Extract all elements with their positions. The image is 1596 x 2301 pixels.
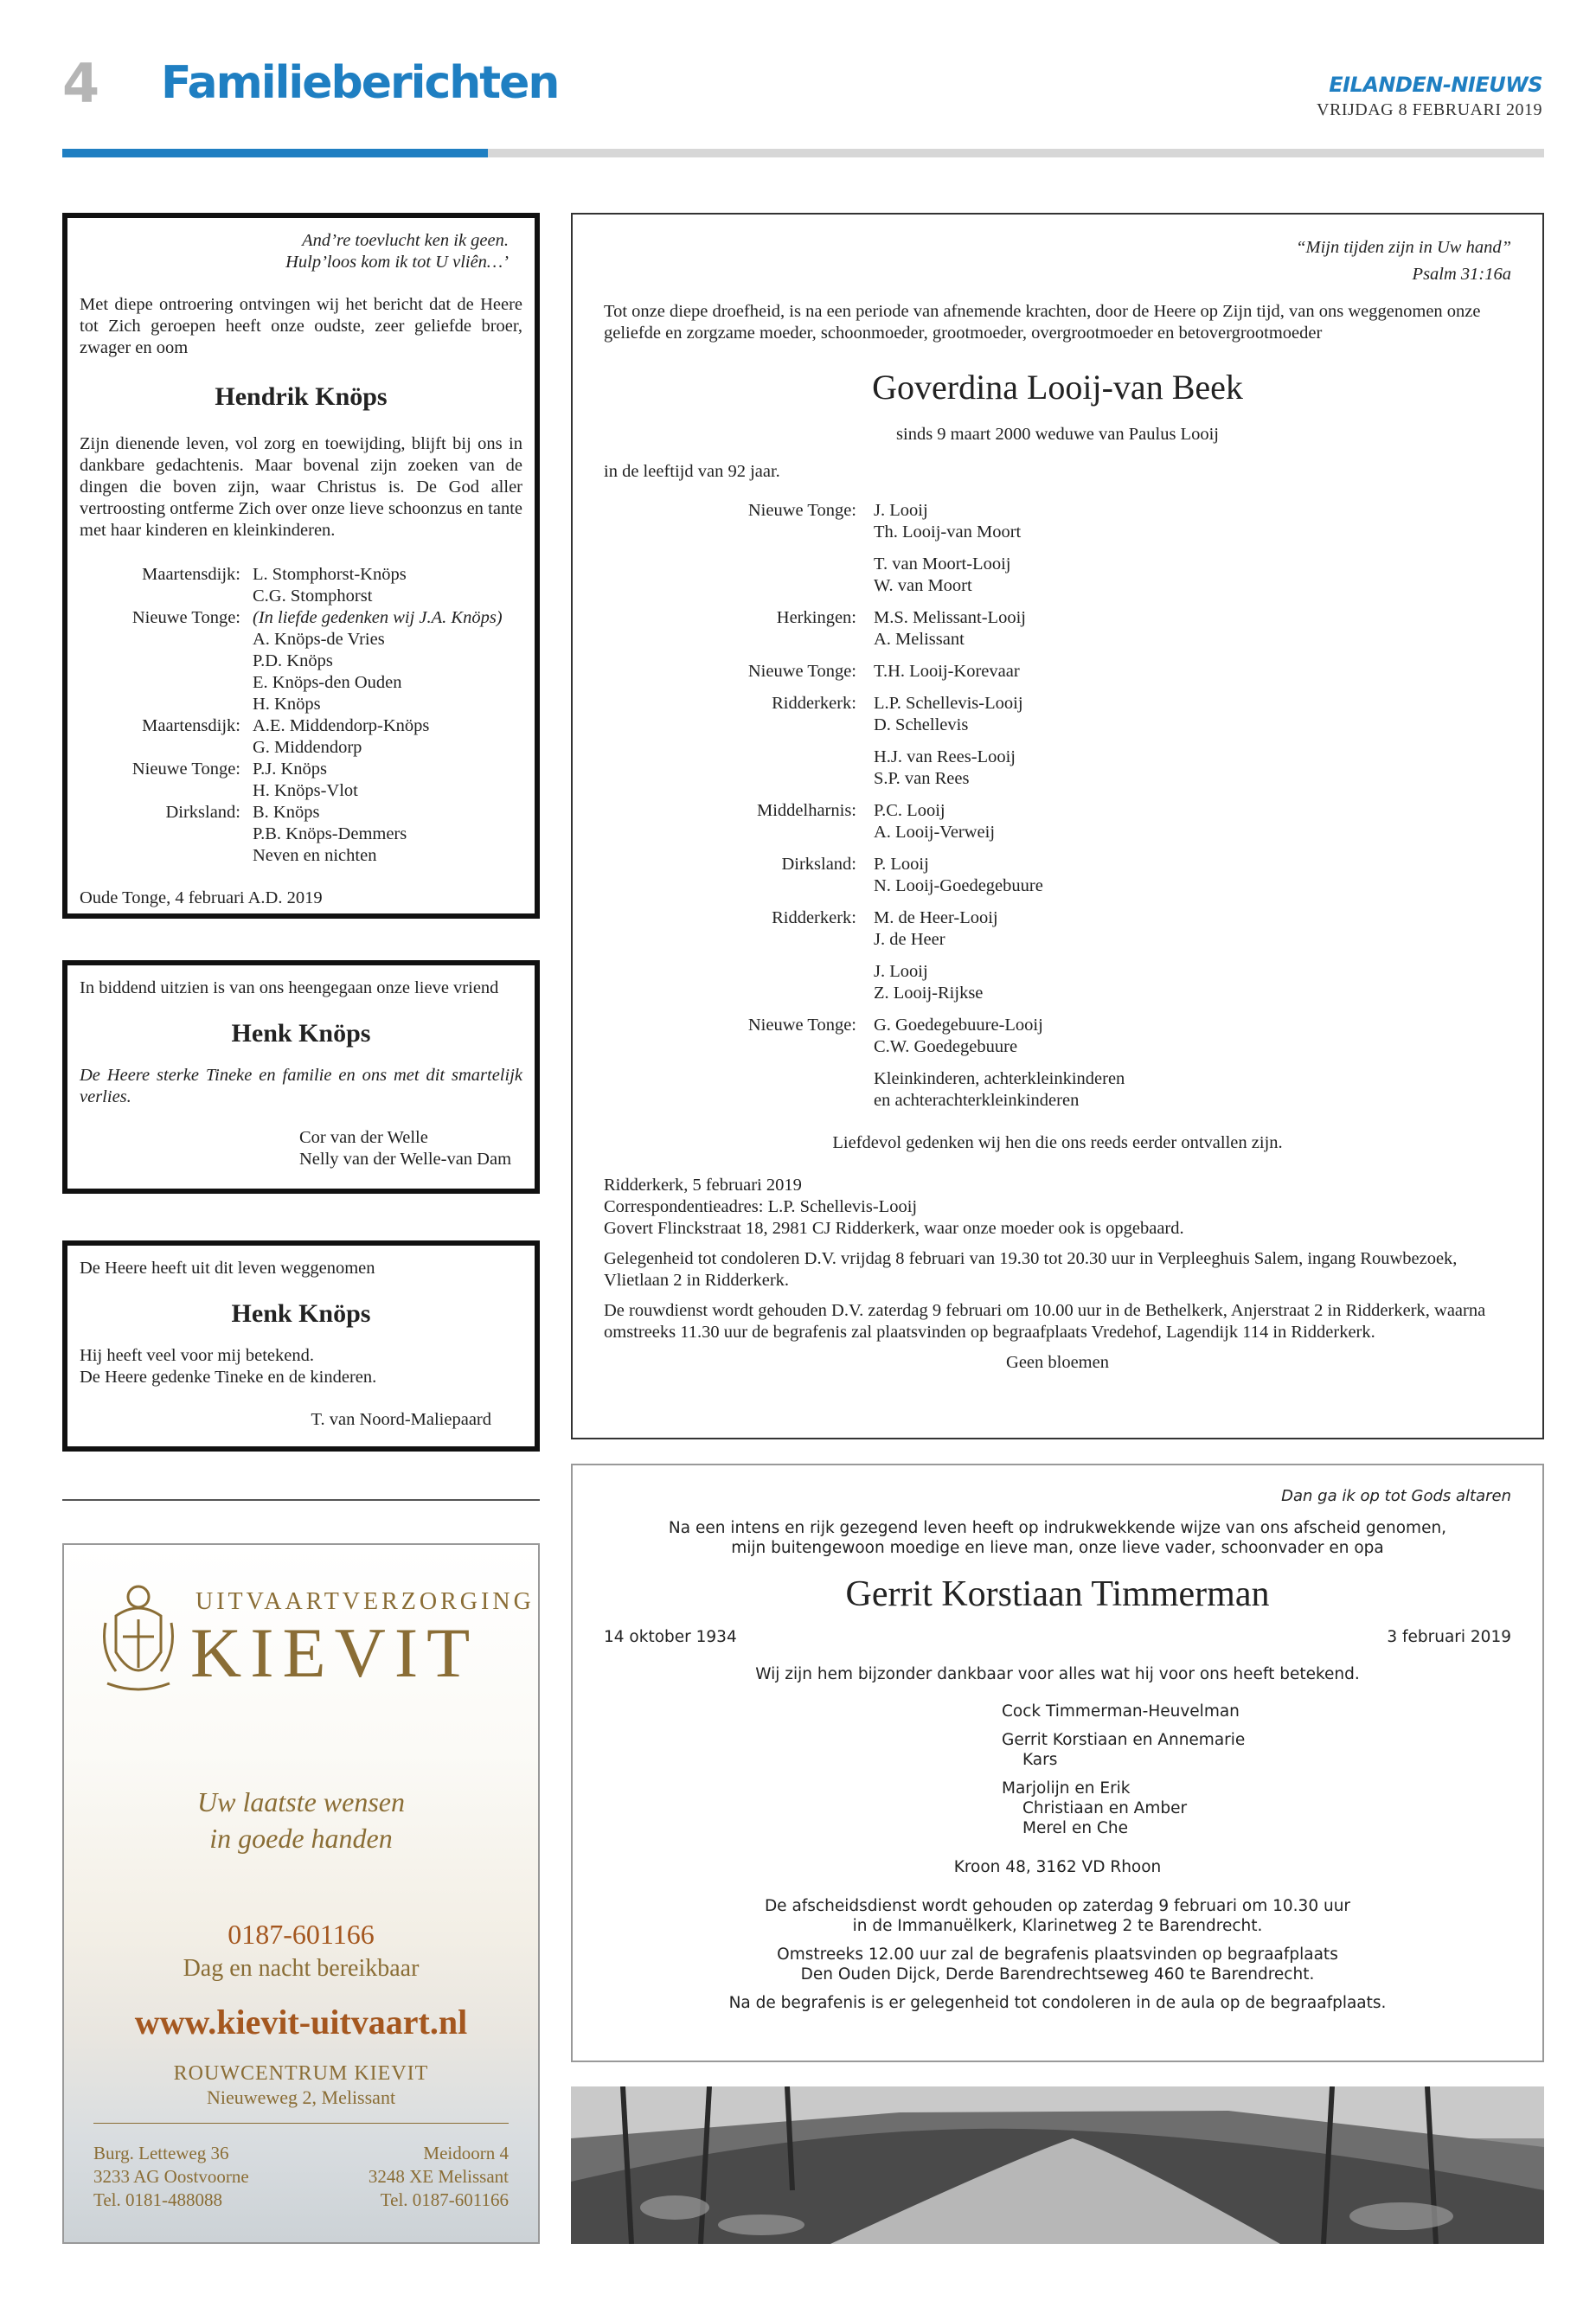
notice-burial: Omstreeks 12.00 uur zal de begrafenis plaatsvinden op begraafplaats Den Ouden Dijck, Derde Barendrechtseweg 460 te Barendrecht. — [777, 1945, 1338, 1984]
notice-text: De Heere sterke Tineke en familie en ons met dit smartelijk verlies. — [80, 1066, 522, 1106]
notice-intro: De Heere heeft uit dit leven weggenomen — [80, 1259, 375, 1278]
family-names — [874, 854, 1511, 897]
family-member: A.E. Middendorp-Knöps — [253, 716, 430, 735]
ad-address-left: Burg. Letteweg 36 3233 AG Oostvoorne Tel. 0181-488088 — [93, 2143, 249, 2210]
family-place: Maartensdijk: — [142, 716, 240, 735]
family-place — [604, 554, 856, 597]
family-place: Dirksland: — [165, 803, 240, 822]
family-place: Dirksland: — [781, 855, 856, 874]
family-row — [604, 607, 1511, 651]
family-member: H. Knöps-Vlot — [253, 781, 358, 800]
family-member: A. Melissant — [874, 630, 965, 649]
notice-goverdina-looij — [571, 213, 1544, 1439]
notice-thanks: Wij zijn hem bijzonder dankbaar voor alles wat hij voor ons heeft betekend. — [755, 1665, 1360, 1683]
family-member: P.D. Knöps — [253, 651, 333, 670]
family-row — [604, 661, 1511, 683]
ad-tagline: UITVAARTVERZORGING — [195, 1588, 535, 1615]
family-member: Z. Looij-Rijkse — [874, 984, 984, 1003]
family-names — [874, 1015, 1511, 1058]
notice-service: De rouwdienst wordt gehouden D.V. zaterdag 9 februari om 10.00 uur in de Bethelkerk, Anjerstraat 2 in Ridderkerk, waarna omstreeks 11.30 uur de begrafenis zal plaatsvinden op begraafplaats Vredehof, Lagendijk 114 in Ridderkerk. — [604, 1301, 1486, 1342]
family-member: H.J. van Rees-Looij — [874, 747, 1016, 766]
notice-hendrik-knops — [62, 213, 540, 919]
family-names — [874, 747, 1511, 790]
family-member: H. Knöps — [253, 695, 321, 714]
family-member: Th. Looij-van Moort — [874, 522, 1022, 542]
notice-psalm: Psalm 31:16a — [1412, 265, 1511, 284]
death-date: 3 februari 2019 — [1387, 1628, 1511, 1646]
family-names — [874, 500, 1511, 543]
notice-condolence: Gelegenheid tot condoleren D.V. vrijdag 8 februari van 19.30 tot 20.30 uur in Verpleeghuis Salem, ingang Rouwbezoek, Vlietlaan 2 in Ridderkerk. — [604, 1249, 1458, 1290]
family-names — [874, 554, 1511, 597]
deceased-name: Goverdina Looij-van Beek — [872, 368, 1243, 407]
family-place: Middelharnis: — [756, 801, 856, 820]
family-member: M. de Heer-Looij — [874, 908, 998, 927]
notice-no-flowers: Geen bloemen — [1006, 1353, 1109, 1372]
family-member: A. Knöps-de Vries — [253, 630, 385, 649]
family-member: E. Knöps-den Ouden — [253, 673, 402, 692]
family-names — [253, 607, 522, 715]
family-member: J. Looij — [874, 501, 928, 520]
family-member: C.G. Stomphorst — [253, 586, 373, 606]
notice-address: Kroon 48, 3162 VD Rhoon — [953, 1858, 1162, 1876]
family-member: N. Looij-Goedegebuure — [874, 876, 1043, 895]
family-member: (In liefde gedenken wij J.A. Knöps) — [253, 608, 503, 627]
ad-divider — [93, 2123, 509, 2124]
family-row — [604, 693, 1511, 736]
family-member: P. Looij — [874, 855, 929, 874]
family-row — [604, 747, 1511, 790]
family-place: Herkingen: — [776, 608, 856, 627]
advertisement-kievit — [62, 1543, 540, 2244]
family-member: S.P. van Rees — [874, 769, 970, 788]
deceased-name: Gerrit Korstiaan Timmerman — [845, 1574, 1270, 1614]
family-member: T. van Moort-Looij — [874, 554, 1011, 574]
notice-intro: Tot onze diepe droefheid, is na een periode van afnemende krachten, door de Heere op Zijn tijd, van ons weggenomen onze geliefde en zorgzame moeder, schoonmoeder, grootmoeder, overgrootmoeder en betovergrootmoeder — [604, 302, 1481, 343]
notice-quote: “Mijn tijden zijn in Uw hand” — [1296, 238, 1511, 257]
family-list — [604, 500, 1511, 1112]
ad-website-link[interactable]: www.kievit-uitvaart.nl — [134, 2003, 468, 2041]
family-row — [604, 554, 1511, 597]
notice-place-date: Oude Tonge, 4 februari A.D. 2019 — [80, 888, 323, 907]
family-names — [253, 759, 522, 802]
family-place — [604, 747, 856, 790]
notice-signature: Cor van der Welle Nelly van der Welle-van Dam — [299, 1128, 512, 1169]
family-place: Nieuwe Tonge: — [747, 662, 856, 681]
family-list — [80, 564, 522, 867]
family-member: en achterachterkleinkinderen — [874, 1091, 1080, 1110]
ad-phone: 0187-601166 — [228, 1919, 375, 1950]
family-member: G. Goedegebuure-Looij — [874, 1016, 1043, 1035]
family-member: P.C. Looij — [874, 801, 945, 820]
family-row — [604, 961, 1511, 1004]
family-names — [874, 607, 1511, 651]
birth-date: 14 oktober 1934 — [604, 1628, 737, 1646]
notice-intro: Met diepe ontroering ontvingen wij het bericht dat de Heere tot Zich geroepen heeft onze oudste, zeer geliefde broer, zwager en oom — [80, 295, 522, 357]
family-names — [253, 564, 522, 607]
ad-address-right: Meidoorn 4 3248 XE Melissant Tel. 0187-601166 — [368, 2143, 509, 2210]
family-names — [874, 961, 1511, 1004]
family-member: Neven en nichten — [253, 846, 377, 865]
family-names — [253, 715, 522, 759]
notice-widow: sinds 9 maart 2000 weduwe van Paulus Looij — [896, 425, 1219, 444]
notice-service: De afscheidsdienst wordt gehouden op zaterdag 9 februari om 10.30 uur in de Immanuëlkerk, Klarinetweg 2 te Barendrecht. — [764, 1897, 1351, 1935]
family-names — [874, 661, 1511, 683]
ad-brand: KIEVIT — [190, 1613, 479, 1692]
family-member: L. Stomphorst-Knöps — [253, 565, 407, 584]
family-member: C.W. Goedegebuure — [874, 1037, 1018, 1056]
notice-age: in de leeftijd van 92 jaar. — [604, 462, 780, 481]
family-row — [80, 759, 522, 802]
notice-dates — [604, 1627, 1511, 1647]
family-row — [604, 800, 1511, 843]
notice-gerrit-timmerman — [571, 1464, 1544, 2062]
family-names — [874, 907, 1511, 951]
family-place: Nieuwe Tonge: — [131, 760, 240, 779]
family-member: L.P. Schellevis-Looij — [874, 694, 1023, 713]
masthead-logo: EILANDEN-NIEUWS — [1329, 73, 1542, 97]
family-list: Cock Timmerman-Heuvelman Gerrit Korstiaan en Annemarie Kars Marjolijn en Erik Christiaan en Amber Merel en Che — [1002, 1702, 1246, 1837]
family-place: Maartensdijk: — [142, 565, 240, 584]
family-row — [80, 564, 522, 607]
family-member: J. de Heer — [874, 930, 945, 949]
notice-condolence: Na de begrafenis is er gelegenheid tot condoleren in de aula op de begraafplaats. — [728, 1994, 1387, 2012]
ad-centre-address: Nieuweweg 2, Melissant — [206, 2086, 396, 2108]
family-member: Kleinkinderen, achterkleinkinderen — [874, 1069, 1125, 1088]
family-place: Ridderkerk: — [772, 694, 856, 713]
notice-remember: Liefdevol gedenken wij hen die ons reeds eerder ontvallen zijn. — [832, 1133, 1283, 1152]
family-row — [80, 802, 522, 867]
notice-text: Hij heeft veel voor mij betekend. De Heere gedenke Tineke en de kinderen. — [80, 1346, 377, 1387]
family-place: Nieuwe Tonge: — [747, 501, 856, 520]
family-member: B. Knöps — [253, 803, 320, 822]
family-row — [604, 1015, 1511, 1058]
notice-quote: Dan ga ik op tot Gods altaren — [1281, 1487, 1511, 1505]
family-place: Nieuwe Tonge: — [131, 608, 240, 627]
notice-intro: In biddend uitzien is van ons heengegaan onze lieve vriend — [80, 978, 499, 997]
page-number: 4 — [62, 52, 100, 115]
section-title: Familieberichten — [161, 57, 559, 109]
family-place — [604, 961, 856, 1004]
family-names — [874, 1068, 1511, 1112]
family-names — [874, 693, 1511, 736]
ad-centre: ROUWCENTRUM KIEVIT — [173, 2062, 429, 2085]
family-row — [604, 854, 1511, 897]
family-place: Nieuwe Tonge: — [747, 1016, 856, 1035]
family-row — [604, 500, 1511, 543]
notice-intro: Na een intens en rijk gezegend leven heeft op indrukwekkende wijze van ons afscheid genomen, mijn buitengewoon moedige en lieve man, onze lieve vader, schoonvader en opa — [668, 1519, 1447, 1557]
family-row — [604, 1068, 1511, 1112]
family-member: W. van Moort — [874, 576, 972, 595]
family-member: P.J. Knöps — [253, 760, 328, 779]
notice-body: Zijn dienende leven, vol zorg en toewijding, blijft bij ons in dankbare gedachtenis. Maar bovenal zijn zoeken van de dingen die boven zijn, waar Christus is. De God aller vertroosting ontferme Zich over onze lieve schoonzus en tante met haar kinderen en kleinkinderen. — [80, 434, 522, 540]
family-row — [80, 715, 522, 759]
family-member: P.B. Knöps-Demmers — [253, 824, 407, 843]
header-rule-accent — [62, 149, 488, 157]
notice-signature: T. van Noord-Maliepaard — [311, 1410, 491, 1429]
forest-bridge-image-icon — [571, 2086, 1544, 2244]
family-place: Ridderkerk: — [772, 908, 856, 927]
deceased-name: Henk Knöps — [231, 1019, 371, 1048]
ad-availability: Dag en nacht bereikbaar — [183, 1955, 420, 1982]
family-member: J. Looij — [874, 962, 928, 981]
family-member: A. Looij-Verweij — [874, 823, 996, 842]
issue-date: VRIJDAG 8 FEBRUARI 2019 — [1317, 100, 1542, 119]
family-member: G. Middendorp — [253, 738, 362, 757]
notice-henk-knops-1 — [62, 960, 540, 1194]
forest-bridge-photo — [571, 2086, 1544, 2244]
notice-quote: And’re toevlucht ken ik geen. Hulp’loos kom ik tot U vliên…’ — [285, 231, 509, 272]
column-divider — [62, 1499, 540, 1501]
family-member: M.S. Melissant-Looij — [874, 608, 1026, 627]
kievit-crest-icon — [99, 1581, 178, 1695]
ad-slogan: Uw laatste wensen in goede handen — [197, 1786, 405, 1854]
family-member: D. Schellevis — [874, 715, 969, 734]
family-member: T.H. Looij-Korevaar — [874, 662, 1020, 681]
family-row — [604, 907, 1511, 951]
family-place — [604, 1068, 856, 1112]
family-names — [253, 802, 522, 867]
family-row — [80, 607, 522, 715]
family-names — [874, 800, 1511, 843]
notice-henk-knops-2 — [62, 1240, 540, 1452]
deceased-name: Henk Knöps — [231, 1299, 371, 1328]
notice-address: Ridderkerk, 5 februari 2019 Correspondentieadres: L.P. Schellevis-Looij Govert Flinckstraat 18, 2981 CJ Ridderkerk, waar onze moeder ook is opgebaard. — [604, 1176, 1184, 1238]
deceased-name: Hendrik Knöps — [215, 382, 388, 411]
